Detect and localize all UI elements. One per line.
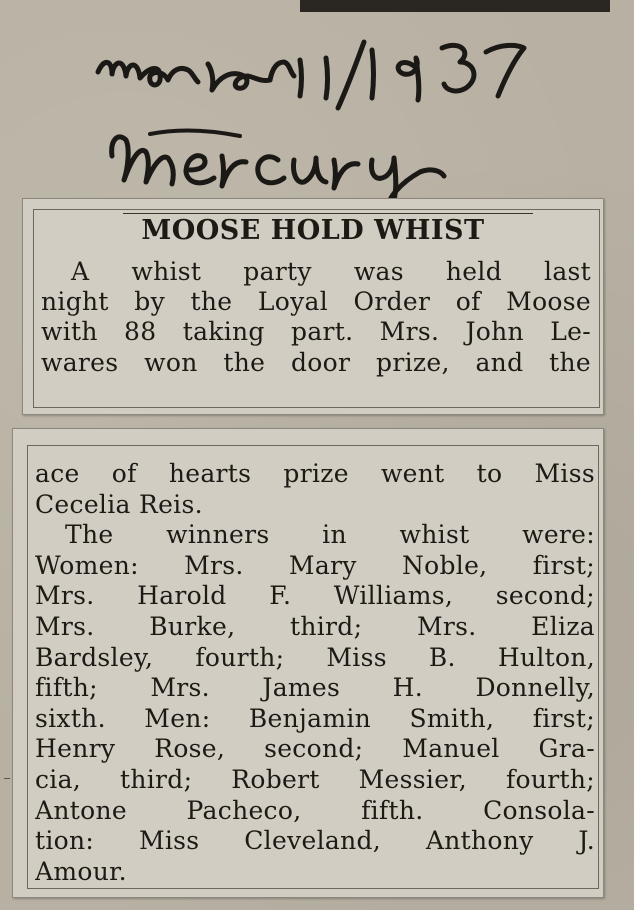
article-line: tion: Miss Cleveland, Anthony J. <box>35 826 595 856</box>
article-line: fifth; Mrs. James H. Donnelly, <box>35 673 595 703</box>
article-line: The winners in whist were: <box>65 520 595 550</box>
newspaper-clipping-top <box>22 198 604 415</box>
article-line: Mrs. Harold F. Williams, second; <box>35 581 595 611</box>
article-line: with 88 taking part. Mrs. John Le- <box>41 317 591 347</box>
article-line: A whist party was held last <box>71 257 591 286</box>
article-line: night by the Loyal Order of Moose <box>41 287 591 317</box>
article-line: cia, third; Robert Messier, fourth; <box>35 764 595 794</box>
handwritten-annotation <box>0 0 634 215</box>
newspaper-clipping-bottom <box>12 428 604 898</box>
article-line: Mrs. Burke, third; Mrs. Eliza <box>35 611 595 641</box>
headline-rule <box>123 213 533 214</box>
margin-tick <box>4 778 10 779</box>
article-line: wares won the door prize, and the <box>41 347 591 377</box>
article-line: Bardsley, fourth; Miss B. Hulton, <box>35 642 595 672</box>
article-line: Women: Mrs. Mary Noble, first; <box>35 550 595 580</box>
article-column-2 <box>35 459 595 887</box>
article-headline: MOOSE HOLD WHIST <box>141 215 485 246</box>
article-line: ace of hearts prize went to Miss <box>35 459 595 488</box>
article-line: sixth. Men: Benjamin Smith, first; <box>35 703 595 733</box>
article-line: Henry Rose, second; Manuel Gra- <box>35 734 595 764</box>
article-column-1 <box>41 257 591 378</box>
article-line: Amour. <box>35 856 127 886</box>
article-line: Antone Pacheco, fifth. Consola- <box>35 795 595 825</box>
article-line: Cecelia Reis. <box>35 489 203 519</box>
